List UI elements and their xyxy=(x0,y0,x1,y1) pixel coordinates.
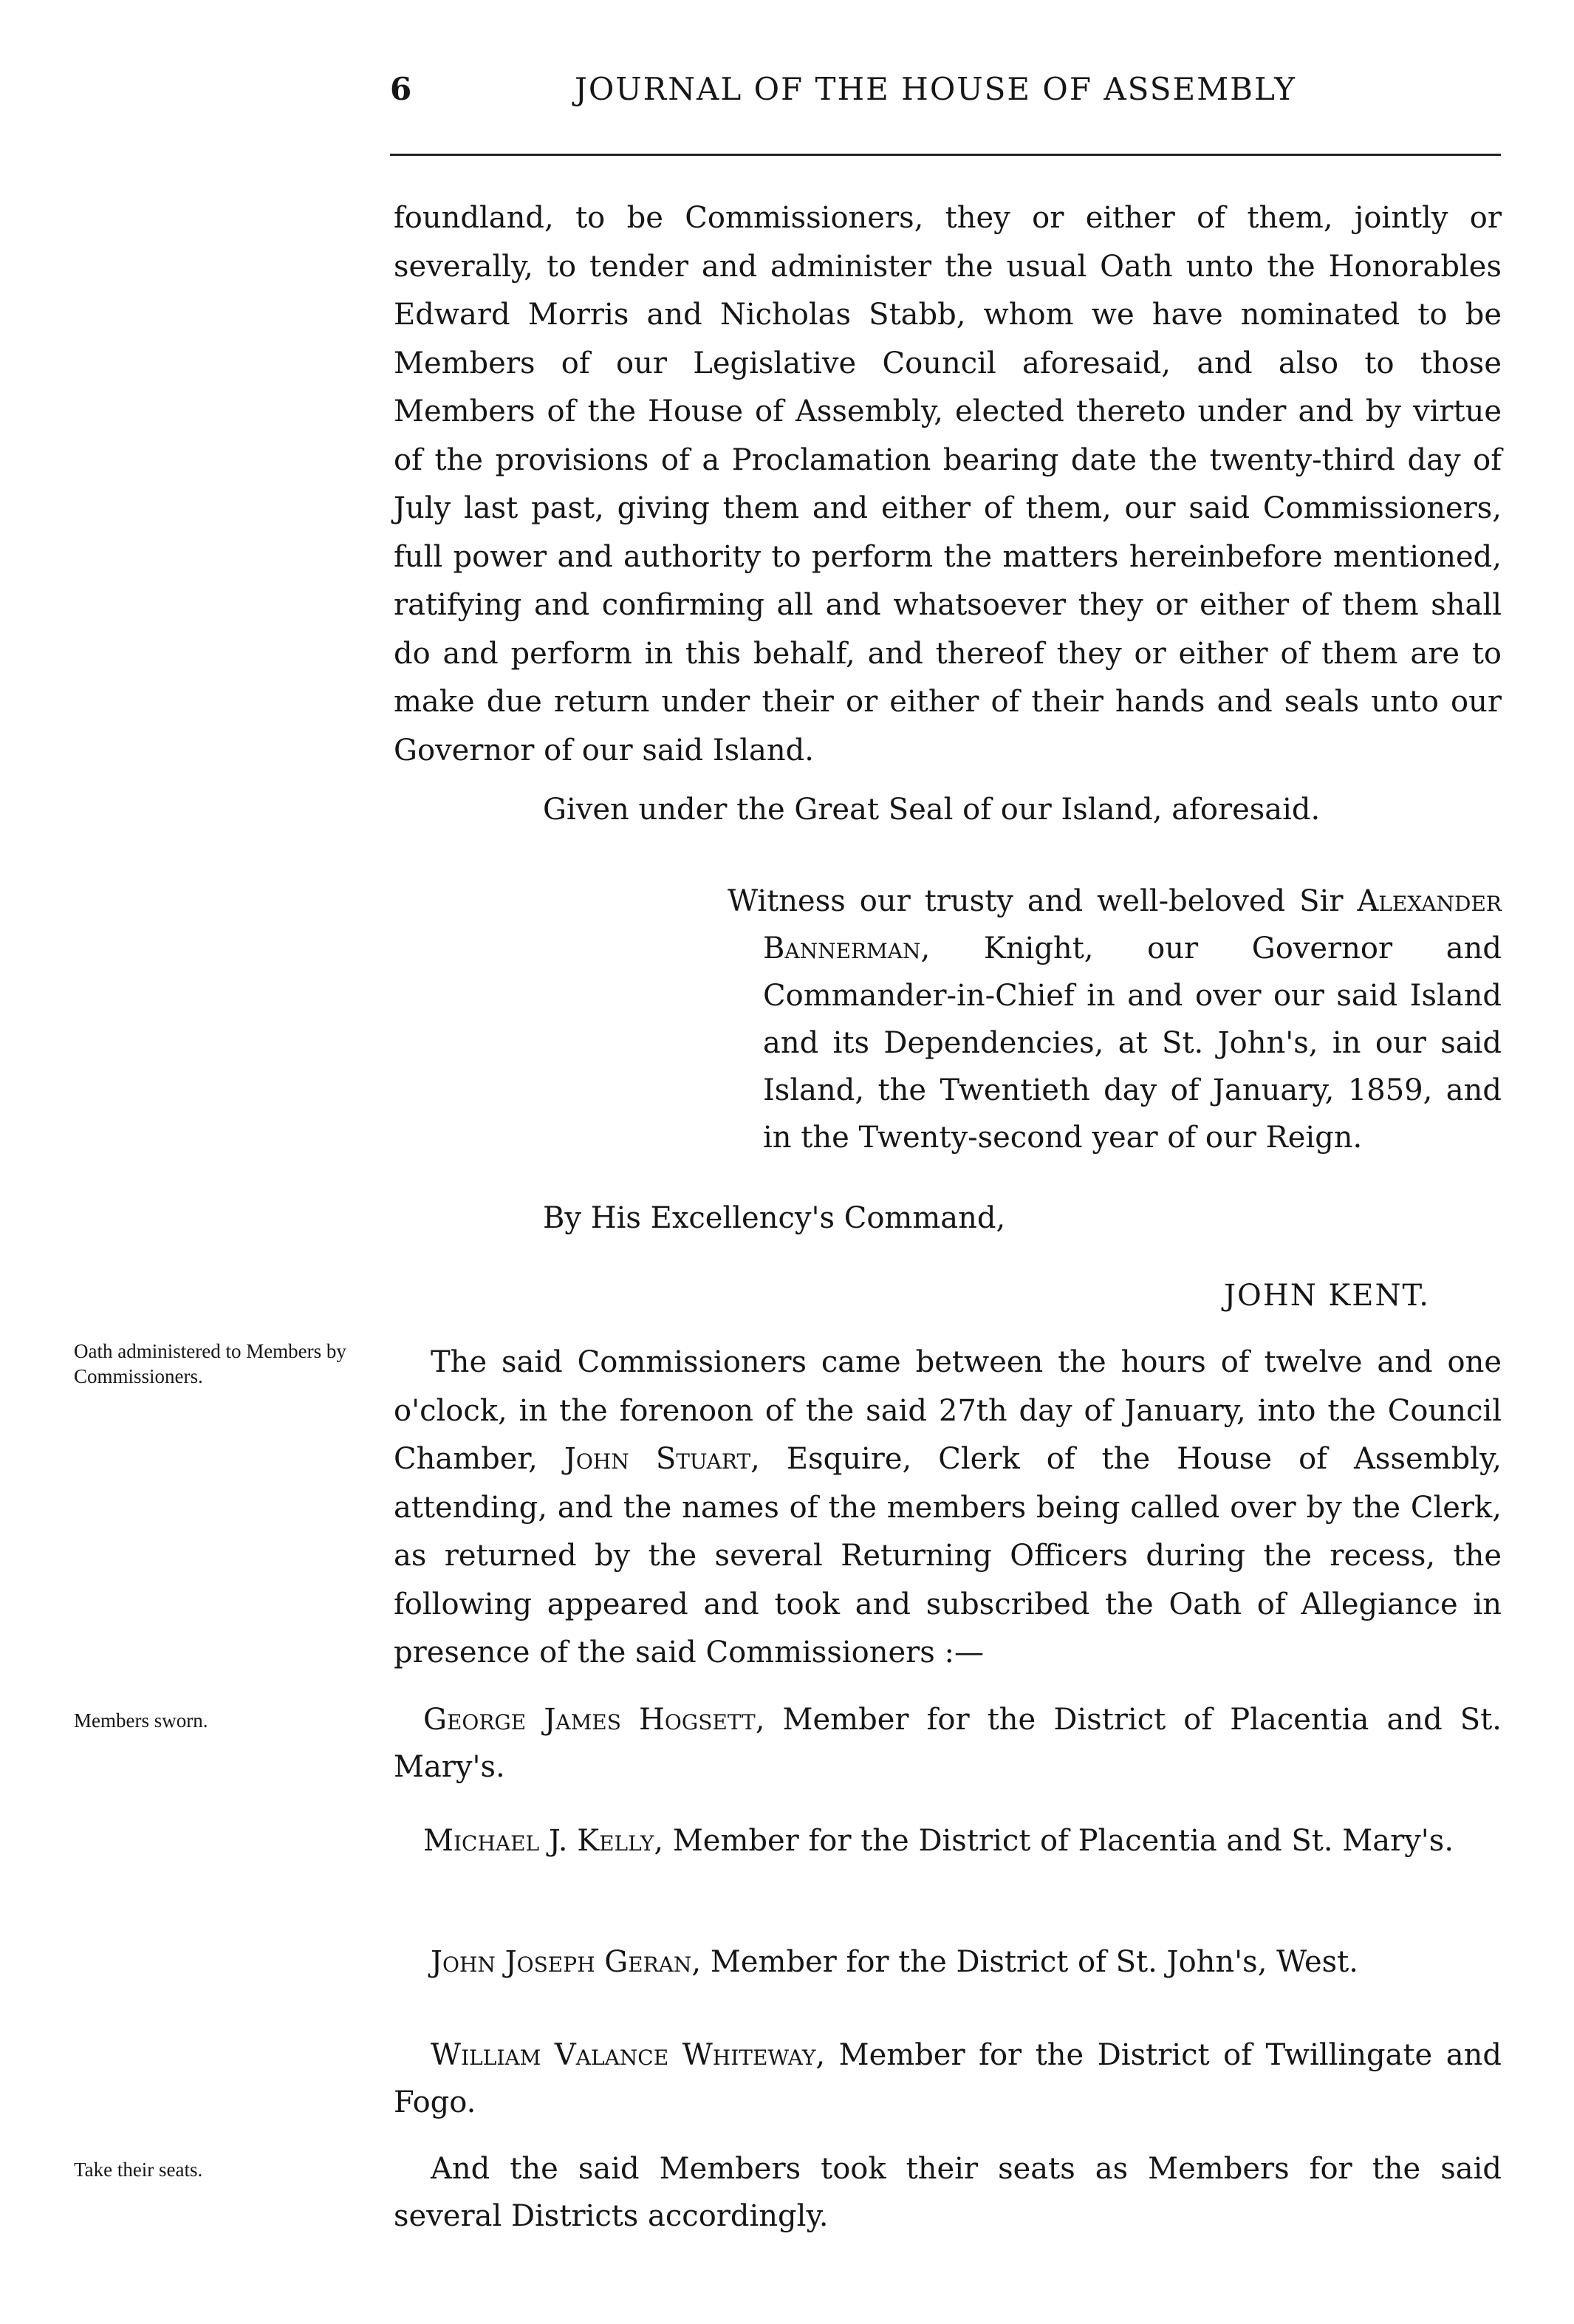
member-entry xyxy=(394,1817,1502,1865)
margin-note-seats: Take their seats. xyxy=(74,2159,203,2181)
member-name: William Valance Whiteway xyxy=(431,2038,816,2072)
member-district: , Member for the District of Twillingate and Fogo. xyxy=(394,2038,1502,2119)
commission-paragraph: foundland, to be Commissioners, they or either of them, jointly or severally, to tender and administer the usual Oath unto the Honorables Edward Morris and Nicholas Stabb, whom we have nominated to be Members of our Legislative Council aforesaid, and also to those Members of the House of Assembly, elected thereto under and by virtue of the provisions of a Proclamation bearing date the twenty-third day of July last past, giving them and either of them, our said Commissioners, full power and authority to perform the matters hereinbefore mentioned, ratifying and confirming all and whatsoever they or either of them shall do and perform in this behalf, and thereof they or either of them are to make due return under their or either of their hands and seals unto our Governor of our said Island. xyxy=(394,201,1502,768)
proceedings-before: The said Commissioners came between the hours of twelve and one o'clock, in the forenoon of the said 27th day of January, into the Council Chamber, xyxy=(394,1345,1502,1476)
clerk-name: John Stuart xyxy=(564,1442,751,1476)
margin-note-sworn: Members sworn. xyxy=(74,1709,208,1732)
member-entry xyxy=(394,1938,1502,1986)
member-name: John Joseph Geran xyxy=(431,1945,692,1979)
member-district: , Member for the District of St. John's, West. xyxy=(691,1945,1358,1979)
member-district: , Member for the District of Placentia and St. Mary's. xyxy=(394,1703,1502,1784)
member-entry xyxy=(394,2031,1502,2126)
witness-clause xyxy=(728,878,1502,1161)
member-name: George James Hogsett xyxy=(423,1703,756,1737)
header-rule xyxy=(390,154,1501,156)
running-title: JOURNAL OF THE HOUSE OF ASSEMBLY xyxy=(575,71,1296,107)
command-line: By His Excellency's Command, xyxy=(543,1201,1006,1235)
page-number: 6 xyxy=(390,71,412,107)
member-entry xyxy=(394,1696,1502,1791)
witness-suffix: , Knight, our Governor and Commander-in-Chief in and over our said Island and its Dependencies, at St. John's, in our said Island, the Twentieth day of January, 1859, and in the Twenty-second year of our Reign. xyxy=(763,932,1502,1155)
proceedings-after: , Esquire, Clerk of the House of Assembly, attending, and the names of the members being called over by the Clerk, as returned by the several Returning Officers during the recess, the following appeared and took and subscribed the Oath of Allegiance in presence of the said Commissioners :— xyxy=(394,1442,1502,1669)
margin-note-oath: Oath administered to Members by Commissioners. xyxy=(74,1340,346,1387)
witness-prefix: Witness our trusty and well-beloved Sir xyxy=(728,884,1358,918)
closing-paragraph: And the said Members took their seats as Members for the said several Districts accordingly. xyxy=(394,2152,1502,2233)
page-header xyxy=(390,71,1501,115)
member-name: Michael J. Kelly xyxy=(423,1824,654,1858)
proceedings-paragraph xyxy=(394,1339,1502,1678)
member-district: , Member for the District of Placentia and St. Mary's. xyxy=(654,1824,1454,1858)
signature: JOHN KENT. xyxy=(1224,1279,1431,1313)
given-under-seal: Given under the Great Seal of our Island, aforesaid. xyxy=(543,793,1321,827)
governor-name: Alexander Bannerman xyxy=(763,884,1502,966)
